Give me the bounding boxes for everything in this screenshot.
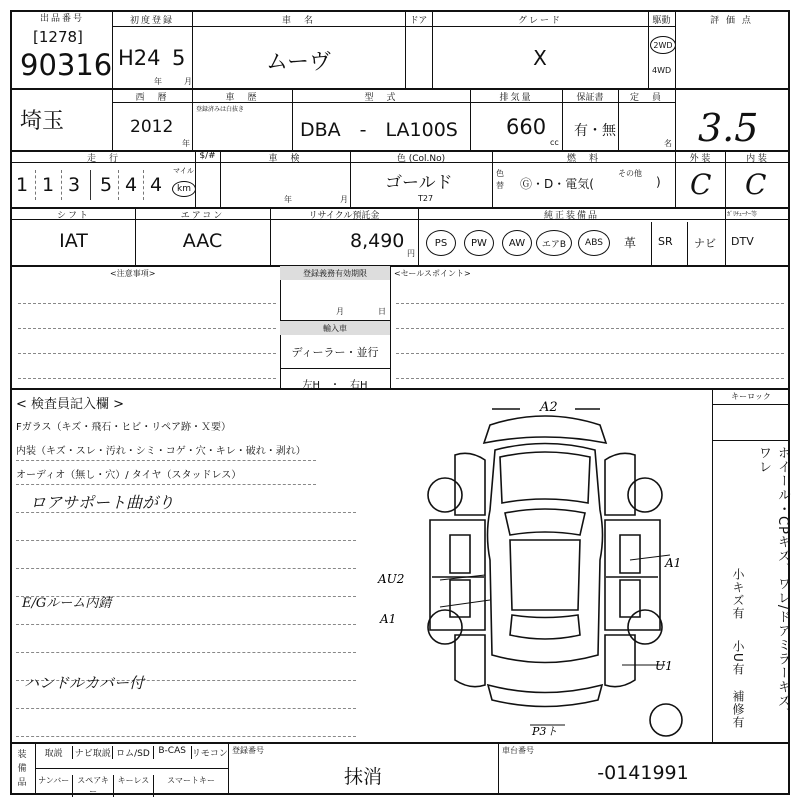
left-rear-fender (455, 635, 485, 687)
footer-smart-key: スマートキー (167, 776, 215, 785)
wheel-front-right (628, 478, 662, 512)
rear-glass (510, 615, 580, 639)
side-note-dent: 小U有 (731, 640, 745, 676)
lot-number: 90316 (20, 48, 113, 82)
inspector-glass: Fガラス（キズ・飛石・ヒビ・リペア跡・Ｘ要） (16, 422, 232, 433)
mileage-d1: 1 (16, 174, 29, 196)
mark-au2: AU2 (378, 572, 405, 586)
prefecture: 埼玉 (20, 109, 65, 134)
equip-sr: SR (658, 235, 673, 248)
rear-bumper (488, 685, 602, 707)
grade: X (533, 46, 547, 70)
front-bumper (484, 416, 606, 443)
chassis-number-value: -0141991 (597, 762, 689, 784)
ac-value: AAC (182, 230, 223, 252)
equip-pw: PW (464, 230, 494, 256)
interior-grade: C (745, 168, 767, 201)
door-label: ドア (409, 16, 428, 26)
drive-2wd: 2WD (650, 36, 676, 54)
mileage-d5: 4 (125, 174, 138, 196)
mark-p3t: P3ト (532, 725, 558, 738)
equipment-side-label: 装備品 (17, 750, 27, 788)
note-lower-support: ロアサポート曲がり (30, 493, 175, 512)
hood (500, 452, 590, 503)
equip-abs: ABS (578, 230, 610, 256)
equip-aw: AW (502, 230, 532, 256)
right-front-fender (605, 453, 635, 515)
equip-airbag: エアB (536, 230, 572, 256)
footer-remote: リモコン (191, 749, 228, 759)
footer-bcas: B-CAS (154, 746, 192, 759)
drive-label: 駆動 (652, 16, 671, 26)
mileage-d2: 1 (42, 174, 55, 196)
mark-a1-right: A1 (665, 556, 682, 570)
chassis-number-label: 車台番号 (502, 746, 534, 755)
footer-manual: 取説 (35, 746, 73, 759)
equip-navi: ナビ (694, 237, 716, 250)
lot-label: 出品番号 (39, 14, 84, 24)
footer-navi-manual: ナビ取説 (73, 746, 113, 759)
mileage-d3: 3 (68, 174, 81, 196)
first-reg-label: 初度登録 (129, 16, 174, 26)
footer-spare-key: スペアキー (73, 775, 113, 797)
inspector-audio: オーディオ（無し・穴）/ タイヤ（スタッドレス） (16, 470, 242, 481)
inspector-interior: 内装（キズ・スレ・汚れ・シミ・コゲ・穴・キレ・破れ・剥れ） (16, 446, 306, 457)
inspector-title: < 検査員記入欄 > (16, 397, 125, 412)
left-side (430, 520, 485, 630)
first-reg-month: 5 (172, 46, 186, 70)
footer-number: ナンバー (35, 775, 73, 797)
side-note-repair: 補修有 (731, 690, 745, 729)
score-label: 評 価 点 (710, 16, 753, 26)
color-value: ゴールド (385, 173, 453, 193)
model-year: 2012 (130, 117, 174, 137)
model-code: DBA - LA100S (300, 119, 458, 141)
sales-label: <セールスポイント> (394, 269, 471, 278)
equip-ps: PS (426, 230, 456, 256)
displacement: 660 (506, 115, 547, 139)
note-engine-rust: E/Gルーム内錆 (22, 596, 112, 611)
spare-wheel (650, 704, 682, 736)
exterior-grade: C (690, 168, 712, 201)
wheel-front-left (428, 478, 462, 512)
warranty: 有・無 (574, 123, 616, 139)
drive-4wd: 4WD (652, 66, 672, 75)
km-circled: km (172, 181, 196, 197)
wheel-mirror-text: ホイール・CPキズ、ワレ/ドアミラーキズ、ワレ (756, 446, 790, 723)
mile-label: マイル (173, 167, 194, 175)
mileage-d4: 5 (100, 174, 113, 196)
frame-top (10, 10, 790, 12)
frame-left (10, 10, 12, 795)
lot-sub: [1278] (33, 28, 83, 46)
note-handle-cover: ハンドルカバー付 (24, 674, 145, 692)
reg-number-label: 登録番号 (232, 746, 264, 755)
import-label: 輸入車 (323, 324, 347, 333)
car-name: ムーヴ (266, 50, 331, 75)
caution-label: <注意事項> (110, 269, 156, 278)
body-outline (488, 444, 603, 663)
footer-items-bottom (35, 775, 228, 797)
windshield (505, 509, 585, 535)
car-damage-diagram (360, 395, 700, 740)
right-rear-fender (605, 635, 635, 687)
equip-dtv: DTV (731, 235, 754, 248)
mark-a2: A2 (540, 400, 558, 415)
reg-number-value: 抹消 (343, 766, 382, 788)
equip-leather: 革 (624, 236, 637, 250)
recycle-value: 8,490 (350, 230, 405, 252)
right-side (605, 520, 660, 630)
color-code: T27 (418, 194, 434, 203)
fuel-value: Ⓖ・D・電気( (520, 177, 594, 191)
score-handwritten: 3.5 (698, 106, 759, 150)
wheel-rear-right (628, 610, 662, 644)
mark-a1-left: A1 (380, 612, 397, 626)
shift-value: IAT (59, 230, 88, 252)
footer-keyless: キーレス (114, 775, 154, 797)
side-note-scratch: 小キズ有 (731, 568, 745, 620)
left-front-fender (455, 453, 485, 515)
mileage-d6: 4 (150, 174, 163, 196)
handle-side: 左H ・ 右H (302, 380, 368, 391)
dealer-parallel: ディーラー・並行 (291, 346, 379, 359)
grade-label: グレード (517, 16, 562, 26)
reg-deadline-label: 登録義務有効期限 (303, 269, 367, 278)
mark-u1: U1 (655, 659, 673, 673)
wheel-rear-left (428, 610, 462, 644)
key-lock-label: キーロック (731, 392, 771, 401)
footer-items-top (35, 746, 228, 759)
roof (510, 540, 580, 610)
first-reg-era: H24 (118, 46, 161, 70)
footer-rom-sd: ロム/SD (113, 746, 153, 759)
car-name-label: 車 名 (281, 16, 315, 26)
